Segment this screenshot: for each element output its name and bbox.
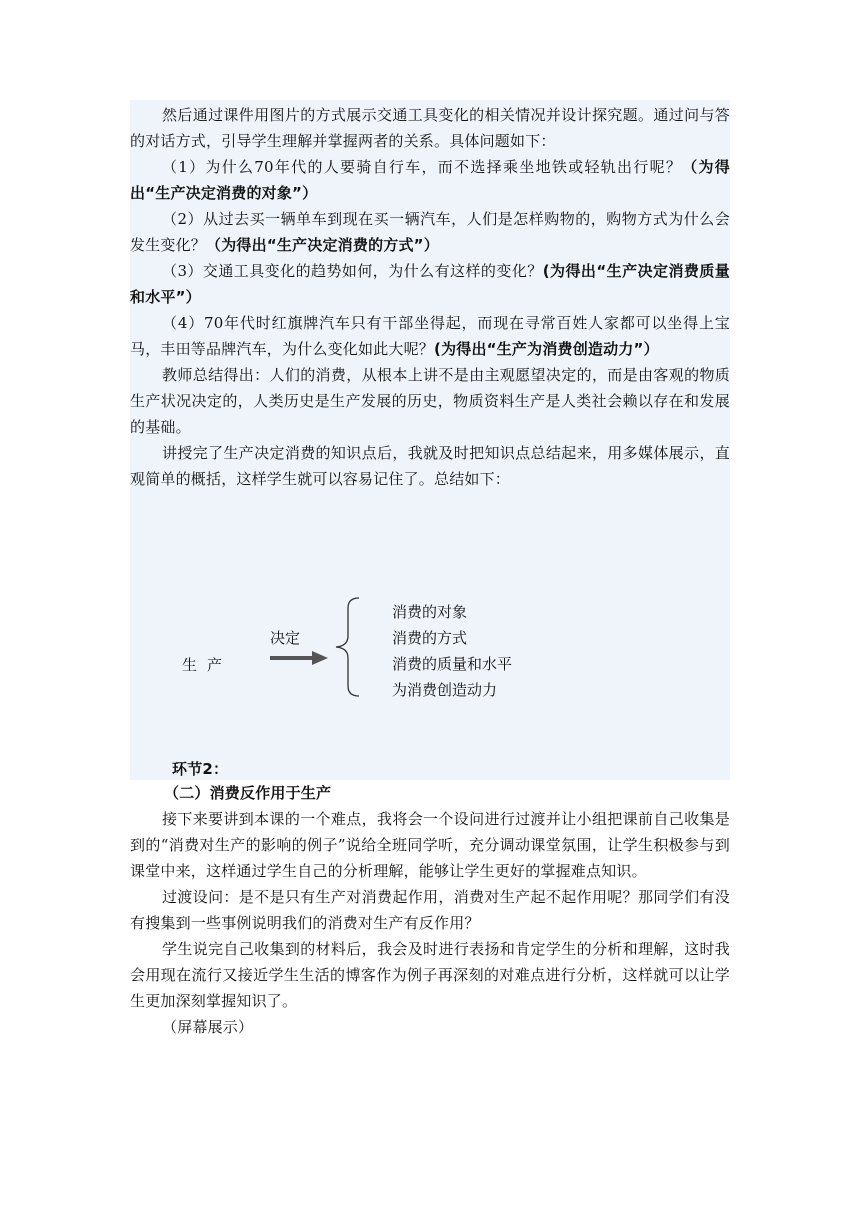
paragraph-difficulty: 接下来要讲到本课的一个难点，我将会一个设问进行过渡并让小组把课前自己收集是到的“消费对生产的影响的例子”说给全班同学听，充分调动课堂氛围，让学生积极参与到课堂中来，这样通过学生自己的分析理解，能够让学生更好的掌握难点知识。 [130,810,730,880]
section-heading: （二）消费反作用于生产 [164,784,332,802]
diagram-item: 为消费创造动力 [392,681,498,699]
paragraph-screen-display: （屏幕展示） [162,1018,254,1036]
section-label: 环节2： [172,760,229,778]
diagram-item: 消费的质量和水平 [392,655,513,673]
diagram-verb-label: 决定 [270,629,301,647]
summary-intro: 讲授完了生产决定消费的知识点后，我就及时把知识点总结起来，用多媒体展示，直观简单的概括，这样学生就可以容易记住了。总结如下： [130,444,730,488]
paragraph-praise: 学生说完自己收集到的材料后，我会及时进行表扬和肯定学生的分析和理解，这时我会用现在流行又接近学生生活的博客作为例子再深刻的对难点进行分析，这样就可以让学生更加深刻掌握知识了。 [130,940,730,1010]
diagram-item: 消费的方式 [392,629,468,647]
question-4: （4）70年代时红旗牌汽车只有干部坐得起，而现在寻常百姓人家都可以坐得上宝马，丰田等品牌汽车，为什么变化如此大呢？(为得出“生产为消费创造动力”） [130,314,730,358]
diagram-item: 消费的对象 [392,603,468,621]
top-text-block [130,102,730,492]
right-arrow-icon [270,648,330,668]
paragraph-transition: 过渡设问：是不是只有生产对消费起作用，消费对生产起不起作用呢？那同学们有没有搜集到一些事例说明我们的消费对生产有反作用？ [130,888,730,932]
question-1: （1）为什么70年代的人要骑自行车，而不选择乘坐地铁或轻轨出行呢？（为得出“生产决定消费的对象”） [130,158,731,202]
bottom-text-block [130,780,730,1040]
section-label-block [130,756,730,782]
question-2: （2）从过去买一辆单车到现在买一辆汽车，人们是怎样购物的，购物方式为什么会发生变化？（为得出“生产决定消费的方式”） [130,210,730,254]
question-3: （3）交通工具变化的趋势如何，为什么有这样的变化？(为得出“生产决定消费质量和水平”） [130,262,730,306]
teacher-summary: 教师总结得出：人们的消费，从根本上讲不是由主观愿望决定的，而是由客观的物质生产状况决定的，人类历史是生产发展的历史，物质资料生产是人类社会赖以存在和发展的基础。 [130,366,730,436]
curly-brace-icon [333,596,363,698]
paragraph-intro: 然后通过课件用图片的方式展示交通工具变化的相关情况并设计探究题。通过问与答的对话方式，引导学生理解并掌握两者的关系。具体问题如下： [130,106,730,150]
diagram-source-label: 生产 [182,656,233,674]
summary-diagram [130,580,730,740]
